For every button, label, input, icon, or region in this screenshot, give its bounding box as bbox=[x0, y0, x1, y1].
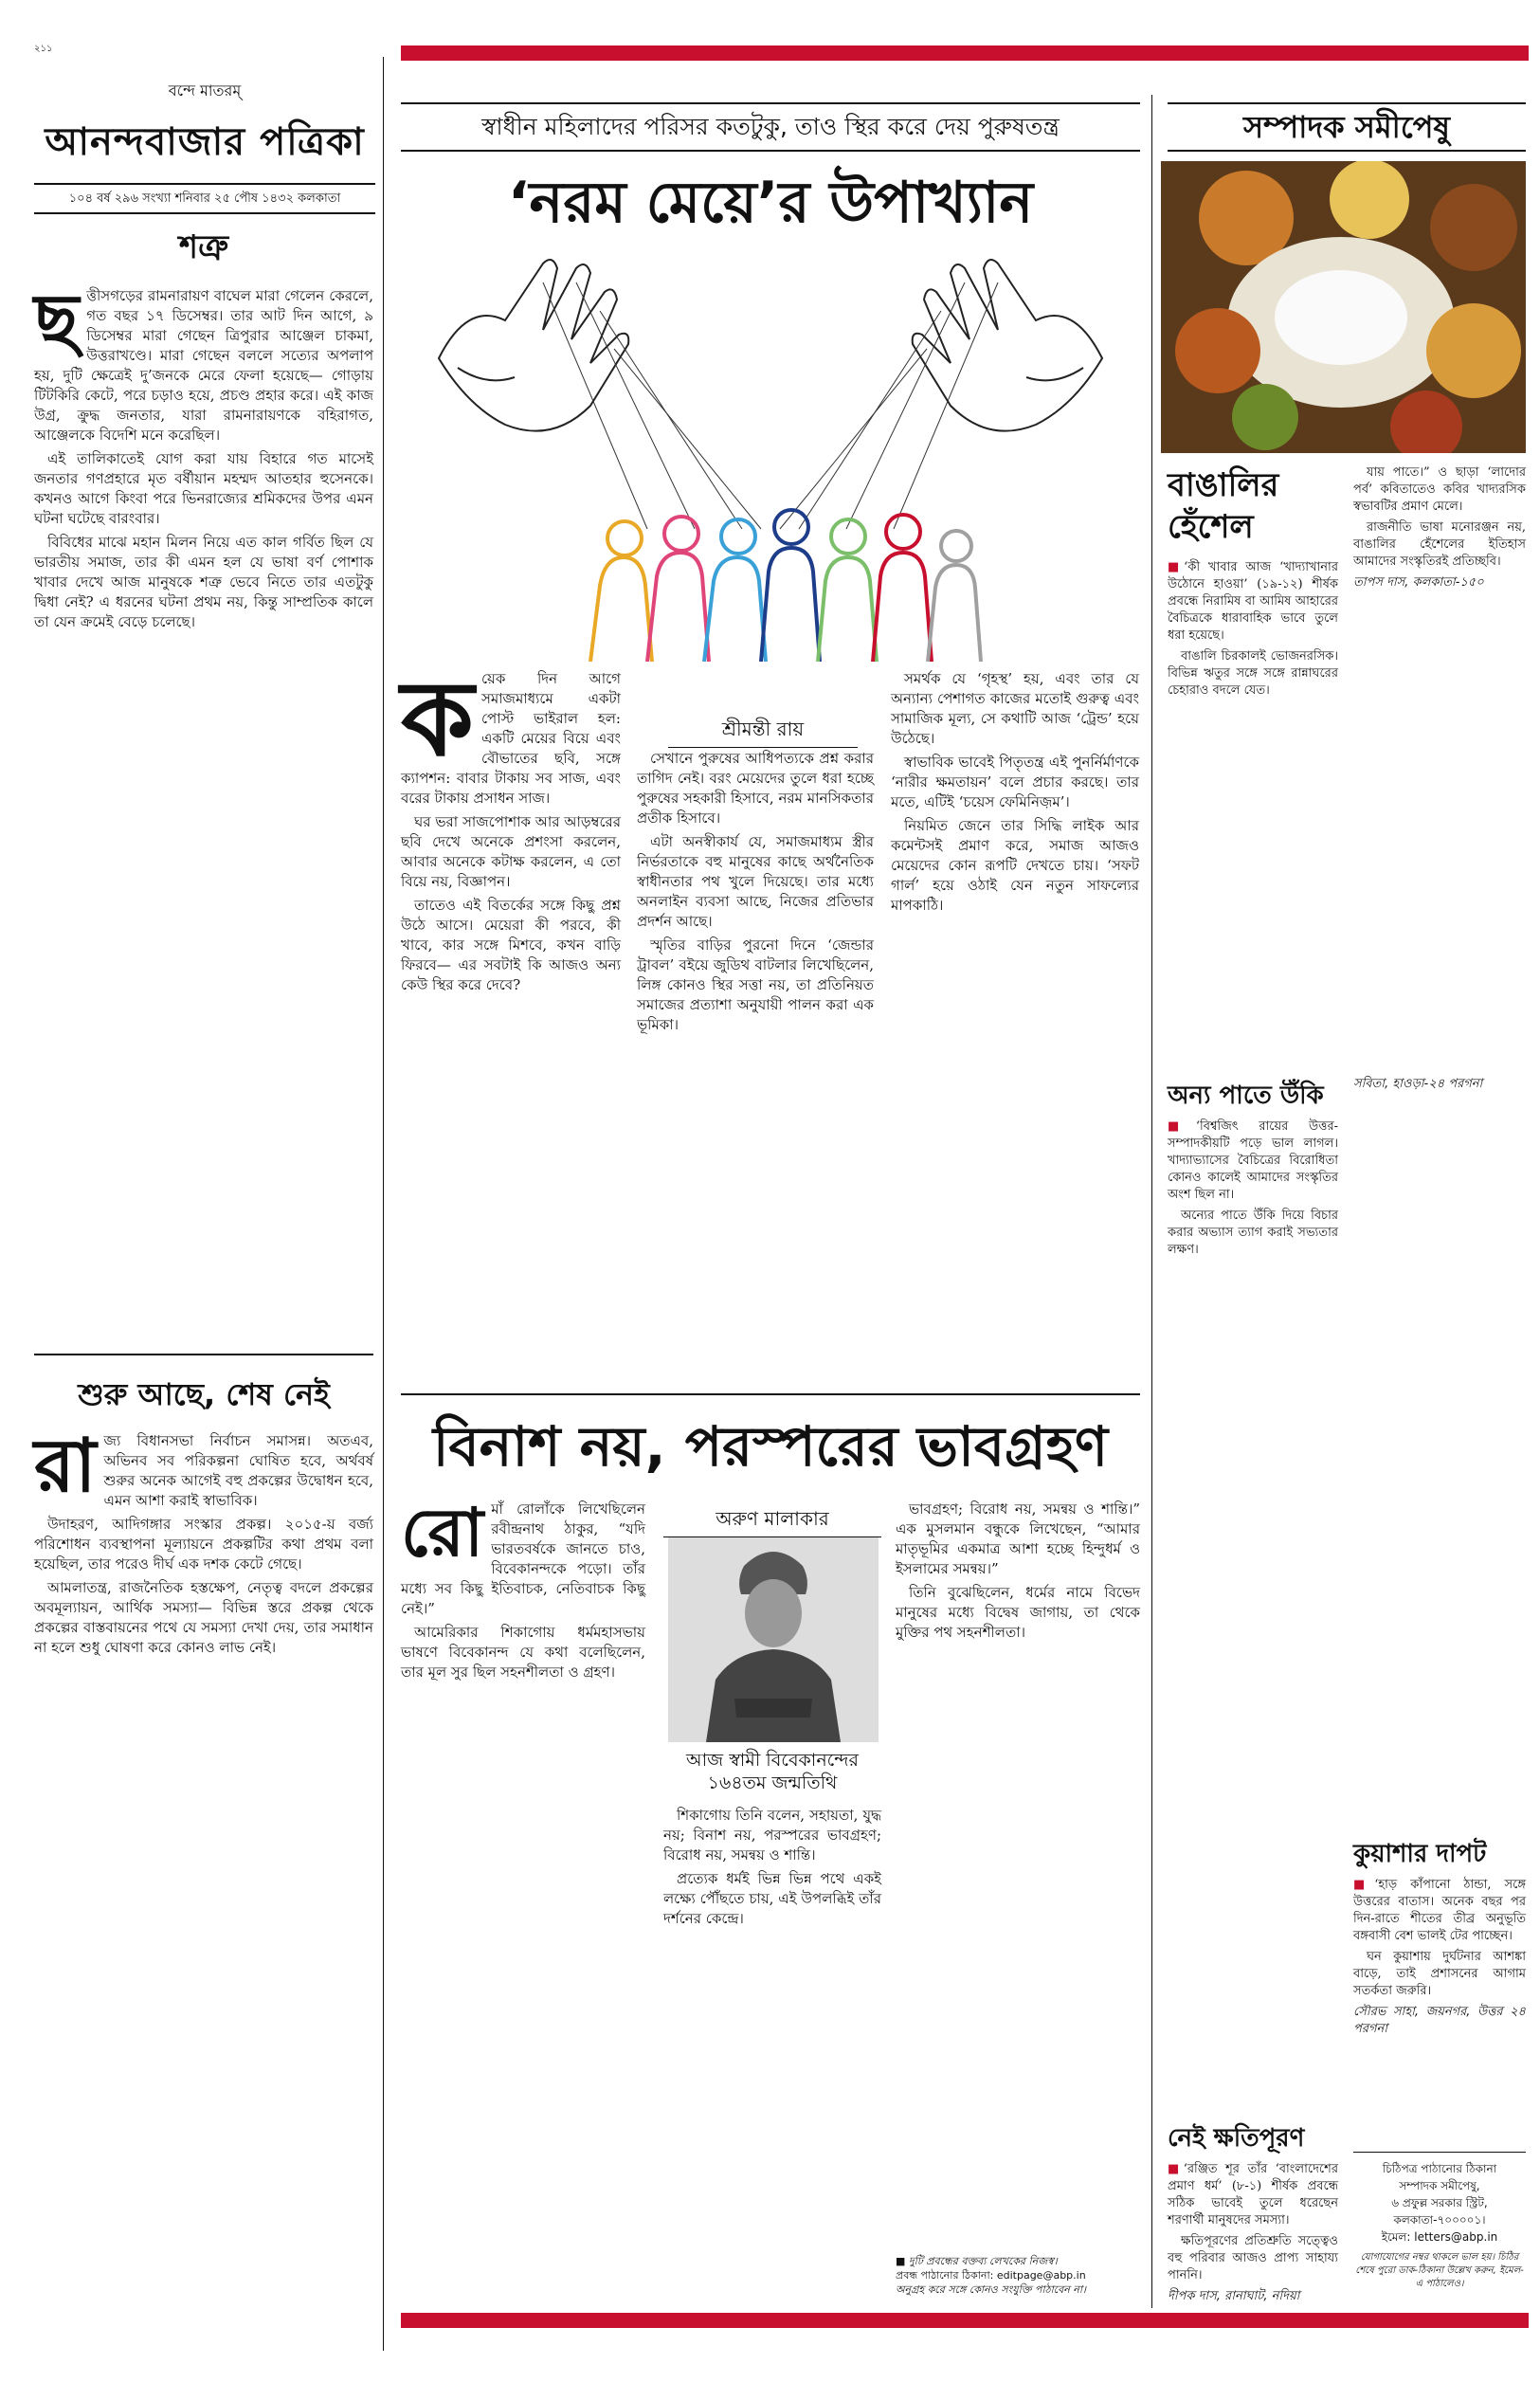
paragraph: উদাহরণ, আদিগঙ্গার সংস্কার প্রকল্প। ২০১৫-য় বর্জ্য পরিশোধন ব্যবস্থাপনা মূল্যায়নে প্রকল্পটির কথা প্রথম বলা হয়েছিল, তার পরেও দীর্ঘ এক দশক কেটে গেছে। bbox=[34, 1516, 373, 1573]
paper-name[interactable]: আনন্দবাজার পত্রিকা bbox=[45, 120, 365, 164]
article-2-author bbox=[663, 1505, 881, 1537]
vivekananda-portrait bbox=[668, 1537, 879, 1742]
editorial-2-title: শুরু আছে, শেষ নেই bbox=[78, 1376, 330, 1412]
letter-1-title-b: হেঁশেল bbox=[1168, 508, 1254, 546]
paragraph: ঘর ভরা সাজপোশাক আর আড়ম্বরের ছবি দেখে অনেকে প্রশংসা করলেন, আবার অনেকে কটাক্ষ করলেন, এ তো বিয়ে নয়, বিজ্ঞাপন। bbox=[401, 813, 621, 890]
right-hand-icon bbox=[913, 260, 1102, 431]
article-2-col-3 bbox=[896, 1500, 1140, 1646]
dropcap: ছ bbox=[34, 279, 80, 364]
author-name: শ্রীমন্তী রায় bbox=[721, 718, 805, 740]
letter-2-signature: সবিতা, হাওড়া-২৪ পরগনা bbox=[1353, 1077, 1483, 1091]
email-link[interactable]: ইমেল: letters@abp.in bbox=[1381, 2230, 1498, 2244]
letter-4-title: নেই ক্ষতিপূরণ bbox=[1168, 2124, 1305, 2153]
article-2-headline: বিনাশ নয়, পরস্পরের ভাবগ্রহণ bbox=[432, 1414, 1109, 1479]
puppet-figures bbox=[590, 510, 981, 662]
paragraph: ■ ‘বিশ্বজিৎ রায়ের উত্তর-সম্পাদকীয়টি পড়ে ভাল লাগল। খাদ্যাভ্যাসের বৈচিত্রের বিরোধিতা কোনও কালেই আমাদের সংস্কৃতির অংশ ছিল না। bbox=[1168, 1118, 1338, 1204]
letter-1-continued bbox=[1353, 464, 1526, 591]
puppet-strings bbox=[543, 282, 998, 529]
paragraph: সমর্থক যে ‘গৃহস্থ’ হয়, এবং তার যে অন্যান্য পেশাগত কাজের মতোই গুরুত্ব এবং সামাজিক মূল্য, সে কথাটি আজ ‘ট্রেন্ড’ হয়ে উঠেছে। bbox=[891, 670, 1139, 747]
dropcap: ক bbox=[401, 658, 474, 779]
letter-2-body bbox=[1168, 1118, 1338, 1263]
kicker bbox=[401, 102, 1140, 152]
editorial-divider bbox=[34, 1354, 373, 1355]
marionette-illustration bbox=[401, 245, 1140, 662]
letters-address-box bbox=[1353, 2152, 1526, 2291]
caption-line-1: আজ স্বামী বিবেকানন্দের bbox=[686, 1750, 859, 1771]
note-2: প্রবন্ধ পাঠানোর ঠিকানা: editpage@abp.in bbox=[896, 2269, 1086, 2282]
paragraph: সেখানে পুরুষের আধিপত্যকে প্রশ্ন করার তাগিদ নেই। বরং মেয়েদের তুলে ধরা হচ্ছে পুরুষের সহকারী হিসাবে, নরম মানসিকতার প্রতীক হিসাবে। bbox=[637, 750, 874, 827]
dropcap: রো bbox=[401, 1494, 484, 1572]
right-column-rule bbox=[1151, 95, 1152, 2308]
paragraph: জ্য বিধানসভা নির্বাচন সমাসন্ন। অতএব, অভিনব সব পরিকল্পনা ঘোষিত হবে, অর্থবর্ষ শুরুর অনেক আগেই বহু প্রকল্পের উদ্বোধন হবে, এমন আশা করাই স্বাভাবিক। bbox=[103, 1432, 373, 1509]
editorial-1-title: শত্রু bbox=[178, 228, 229, 266]
letter-1-signature: তাপস দাস, কলকাতা-১৫০ bbox=[1353, 575, 1484, 590]
letter-4-body bbox=[1168, 2161, 1338, 2305]
main-headline: ‘নরম মেয়ে’র উপাখ্যান bbox=[507, 170, 1034, 236]
paragraph: স্বাভাবিক ভাবেই পিতৃতন্ত্র এই পুনর্নির্মাণকে ‘নারীর ক্ষমতায়ন’ বলে প্রচার করছে। তার মতে, এটিই ‘চয়েস ফেমিনিজ়ম’। bbox=[891, 754, 1139, 810]
letter-1-title-a: বাঙালির bbox=[1168, 466, 1279, 504]
paragraph: ■ ‘হাড় কাঁপানো ঠান্ডা, সঙ্গে উত্তরের বাতাস। অনেক বছর পর দিন-রাতে শীতের তীব্র অনুভূতি বঙ্গবাসী বেশ ভালই টের পাচ্ছেন। bbox=[1353, 1877, 1526, 1945]
letters-title: সম্পাদক সমীপেষু bbox=[1242, 109, 1451, 145]
paragraph: ■ ‘রঞ্জিত শূর তাঁর ‘বাংলাদেশের প্রমাণ ধর্ম’ (৮-১) শীর্ষক প্রবন্ধে সঠিক ভাবেই তুলে ধরেছেন শরণার্থী মানুষদের সমস্যা। bbox=[1168, 2161, 1338, 2229]
paragraph: যায় পাতে।” ও ছাড়া ‘লাদোর পর্ব’ কবিতাতেও কবির খাদ্যরসিক স্বভাবটির প্রমাণ মেলে। bbox=[1353, 465, 1526, 514]
paragraph: অন্যের পাতে উঁকি দিয়ে বিচার করার অভ্যাস ত্যাগ করাই সভ্যতার লক্ষণ। bbox=[1168, 1209, 1338, 1257]
left-column-rule bbox=[383, 57, 384, 2351]
editorial-1-body bbox=[34, 279, 373, 632]
paragraph: এটা অনস্বীকার্য যে, সমাজমাধ্যম স্ত্রীর নির্ভরতাকে বহু মানুষের কাছে অর্থনৈতিক স্বাধীনতার পথ খুলে দিয়েছে। তার মধ্যে অনলাইন ব্যবসা আছে, নিজের প্রতিভার প্রদর্শন আছে। bbox=[637, 833, 874, 930]
issue-text: ১০৪ বর্ষ ২৯৬ সংখ্যা শনিবার ২৫ পৌষ ১৪৩২ কলকাতা bbox=[68, 191, 341, 206]
main-col-2 bbox=[637, 749, 874, 1039]
letter-2-title: অন্য পাতে উঁকি bbox=[1168, 1082, 1324, 1110]
paragraph: আমেরিকার শিকাগোয় ধর্মমহাসভায় ভাষণে বিবেকানন্দ যে কথা বলেছিলেন, তার মূল সুর ছিল সহনশীলতা ও গ্রহণ। bbox=[401, 1624, 645, 1681]
letter-1-title bbox=[1168, 464, 1338, 548]
paragraph: ঘন কুয়াশায় দুর্ঘটনার আশঙ্কা বাড়ে, তাই প্রশাসনের আগাম সতর্কতা জরুরি। bbox=[1353, 1950, 1526, 1998]
editorial-1 bbox=[34, 223, 373, 636]
food-photo bbox=[1161, 161, 1526, 453]
letter-4-signature: দীপক দাস, রানাঘাট, নদিয়া bbox=[1168, 2289, 1300, 2303]
paragraph: এই তালিকাতেই যোগ করা যায় বিহারে গত মাসেই জনতার গণপ্রহারে মৃত বর্ষীয়ান মহম্মদ আতহার হুসেনকে। কখনও আগে কিংবা পরে ভিনরাজ্যের শ্রমিকদের উপর এমন ঘটনা ঘটেছে বারংবার। bbox=[34, 450, 373, 527]
paragraph: য়েক দিন আগে সমাজমাধ্যমে একটা পোস্ট ভাইরাল হল: একটি মেয়ের বিয়ে এবং বৌভাতের ছবি, সঙ্গে ক্যাপশন: বাবার টাকায় সব সাজ, এবং বরের টাকায় প্রসাধন সাজ। bbox=[401, 670, 621, 807]
paragraph: ভাবগ্রহণ; বিরোধ নয়, সমন্বয় ও শান্তি।” এক মুসলমান বন্ধুকে লিখেছেন, “আমার মাতৃভূমির একমাত্র আশা হচ্ছে হিন্দুধর্ম ও ইসলামের সমন্বয়।” bbox=[896, 1500, 1140, 1577]
address-note: যোগাযোগের নম্বর থাকলে ভাল হয়। চিঠির শেষে পুরো ডাক-ঠিকানা উল্লেখ করুন, ইমেল-এ পাঠালেও। bbox=[1355, 2252, 1524, 2289]
note-1: ■ দুটি প্রবন্ধের বক্তব্য লেখকের নিজস্ব। bbox=[896, 2255, 1058, 2267]
paragraph: নিয়মিত জেনে তার সিদ্ধি লাইক আর কমেন্টসই প্রমাণ করে, সমাজ আজও মেয়েদের কোন রূপটি দেখতে চায়। ‘সফট গার্ল’ হয়ে ওঠাই যেন নতুন সাফল্যের মাপকাঠি। bbox=[891, 817, 1139, 914]
paragraph: ত্তীসগড়ের রামনারায়ণ বাঘেল মারা গেলেন কেরলে, গত বছর ১৭ ডিসেম্বর। তার আট দিন আগে, ৯ ডিসেম্বর মারা গেছেন ত্রিপুরার আঞ্জেল চাকমা, উত্তরাখণ্ডে। মারা গেছেন বললে সত্যের অপলাপ হয়, দুটি ক্ষেত্রেই দু’জনকে মেরে ফেলা হয়েছে— গোড়ায় টিটকিরি কেটে, পরে চড়াও হয়ে, প্রচণ্ড প্রহার করে। এই কাজ উগ্র, ক্রুদ্ধ জনতার, যারা রামনারায়ণকে বহিরাগত, আঞ্জেলকে বিদেশি মনে করেছিল। bbox=[34, 287, 373, 444]
address-line: চিঠিপত্র পাঠানোর ঠিকানা bbox=[1382, 2162, 1497, 2175]
article-2-col-1 bbox=[401, 1494, 645, 1686]
paragraph: মাঁ রোলাঁকে লিখেছিলেন রবীন্দ্রনাথ ঠাকুর, “যদি ভারতবর্ষকে জানতে চাও, বিবেকানন্দকে পড়ো। তাঁর মধ্যে সব কিছু ইতিবাচক, নেতিবাচক কিছু নেই।” bbox=[401, 1500, 645, 1617]
main-author bbox=[668, 716, 858, 748]
letter-3-signature: সৌরভ সাহা, জয়নগর, উত্তর ২৪ পরগনা bbox=[1353, 2005, 1526, 2036]
paragraph: স্মৃতির বাড়ির পুরনো দিনে ‘জেন্ডার ট্রাবল’ বইয়ে জুডিথ বাটলার লিখেছিলেন, লিঙ্গ কোনও স্থির সত্তা নয়, তা প্রতিনিয়ত সমাজের প্রত্যাশা অনুযায়ী পালন করা এক ভূমিকা। bbox=[637, 936, 874, 1033]
kicker-text: স্বাধীন মহিলাদের পরিসর কতটুকু, তাও স্থির করে দেয় পুরুষতন্ত্র bbox=[481, 113, 1060, 140]
author-name: অরুণ মালাকার bbox=[716, 1507, 829, 1530]
paragraph: প্রত্যেক ধর্মই ভিন্ন ভিন্ন পথে একই লক্ষ্যে পৌঁছতে চায়, এই উপলব্ধিই তাঁর দর্শনের কেন্দ্রে। bbox=[663, 1870, 881, 1927]
issue-line bbox=[34, 183, 375, 214]
motto: বন্দে মাতরম্ bbox=[168, 82, 242, 100]
page-number: ২১১ bbox=[34, 44, 53, 54]
paragraph: রাজনীতি ভাষা মনোরঞ্জন নয়, বাঙালির হেঁশেলের ইতিহাস আমাদের সংস্কৃতিরই প্রতিচ্ছবি। bbox=[1353, 520, 1526, 569]
article-divider bbox=[401, 1393, 1140, 1395]
dropcap: রা bbox=[34, 1424, 97, 1509]
note-3: অনুগ্রহ করে সঙ্গে কোনও সংযুক্তি পাঠাবেন না। bbox=[896, 2283, 1086, 2296]
editorial-2 bbox=[34, 1371, 373, 1662]
letter-3-body bbox=[1353, 1877, 1526, 2038]
article-2-col-2 bbox=[663, 1806, 881, 1933]
paragraph: ■ ‘কী খাবার আজ ‘খাদ্যাখানার উঠোনে হাওয়া’ (১৯-১২) শীর্ষক প্রবন্ধে নিরামিষ বা আমিষ আহারের বৈচিত্রকে ধারাবাহিক ভাবে তুলে ধরা হয়েছে। bbox=[1168, 559, 1338, 645]
paragraph: তাতেও এই বিতর্কের সঙ্গে কিছু প্রশ্ন উঠে আসে। মেয়েরা কী পরবে, কী খাবে, কার সঙ্গে মিশবে, কখন বাড়ি ফিরবে— এর সবটাই কি আজও অন্য কেউ স্থির করে দেবে? bbox=[401, 897, 621, 993]
letter-3-title: কুয়াশার দাপট bbox=[1353, 1840, 1487, 1868]
address-line: ৬ প্রফুল্ল সরকার স্ট্রিট, bbox=[1391, 2196, 1488, 2209]
address-line: সম্পাদক সমীপেষু, bbox=[1399, 2179, 1480, 2192]
caption-line-2: ১৬৪তম জন্মতিথি bbox=[707, 1773, 838, 1793]
paragraph: ক্ষতিপূরণের প্রতিশ্রুতি সত্ত্বেও বহু পরিবার আজও প্রাপ্য সাহায্য পাননি। bbox=[1168, 2234, 1338, 2282]
main-col-1 bbox=[401, 658, 621, 999]
letter-1-body bbox=[1168, 559, 1338, 703]
top-red-bar bbox=[401, 45, 1529, 61]
paragraph: বিবিধের মাঝে মহান মিলন নিয়ে এত কাল গর্বিত ছিল যে ভারতীয় সমাজ, তার কী এমন হল যে ভাষা বর্ণ পোশাক খাবার দেখে আজ মানুষকে শত্রু ভেবে নিতে তার এতটুকু দ্বিধা নেই? এ ধরনের ঘটনা প্রথম নয়, কিন্তু সাম্প্রতিক কালে তা যেন ক্রমেই বেড়ে চলেছে। bbox=[34, 534, 373, 630]
letters-header bbox=[1168, 102, 1526, 152]
address-line: কলকাতা-৭০০০০১। bbox=[1393, 2213, 1486, 2227]
main-col-3 bbox=[891, 669, 1139, 919]
photo-caption bbox=[654, 1749, 891, 1794]
paragraph: শিকাগোয় তিনি বলেন, সহায়তা, যুদ্ধ নয়; বিনাশ নয়, পরস্পরের ভাবগ্রহণ; বিরোধ নয়, সমন্বয় ও শান্তি। bbox=[663, 1807, 881, 1864]
article-note bbox=[896, 2254, 1140, 2297]
paragraph: আমলাতন্ত্র, রাজনৈতিক হস্তক্ষেপ, নেতৃত্ব বদলে প্রকল্পের অবমূল্যায়ন, আর্থিক সমস্যা— বিভিন্ন স্তরে প্রকল্প থেকে প্রকল্পের বাস্তবায়নের পথে যে সমস্যা দেখা দেয়, তার সমাধান না হলে শুধু ঘোষণা করে কোনও লাভ নেই। bbox=[34, 1579, 373, 1656]
letter-2-continued bbox=[1353, 1076, 1526, 1106]
editorial-2-body bbox=[34, 1424, 373, 1658]
paragraph: তিনি বুঝেছিলেন, ধর্মের নামে বিভেদ মানুষের মধ্যে বিদ্বেষ জাগায়, তা থেকে মুক্তির পথ সহনশীলতা। bbox=[896, 1584, 1140, 1641]
bottom-red-bar bbox=[401, 2313, 1529, 2328]
left-hand-icon bbox=[439, 260, 628, 431]
masthead bbox=[34, 42, 375, 214]
paragraph: বাঙালি চিরকালই ভোজনরসিক। বিভিন্ন ঋতুর সঙ্গে সঙ্গে রান্নাঘরের চেহারাও বদলে যেত। bbox=[1168, 649, 1338, 698]
